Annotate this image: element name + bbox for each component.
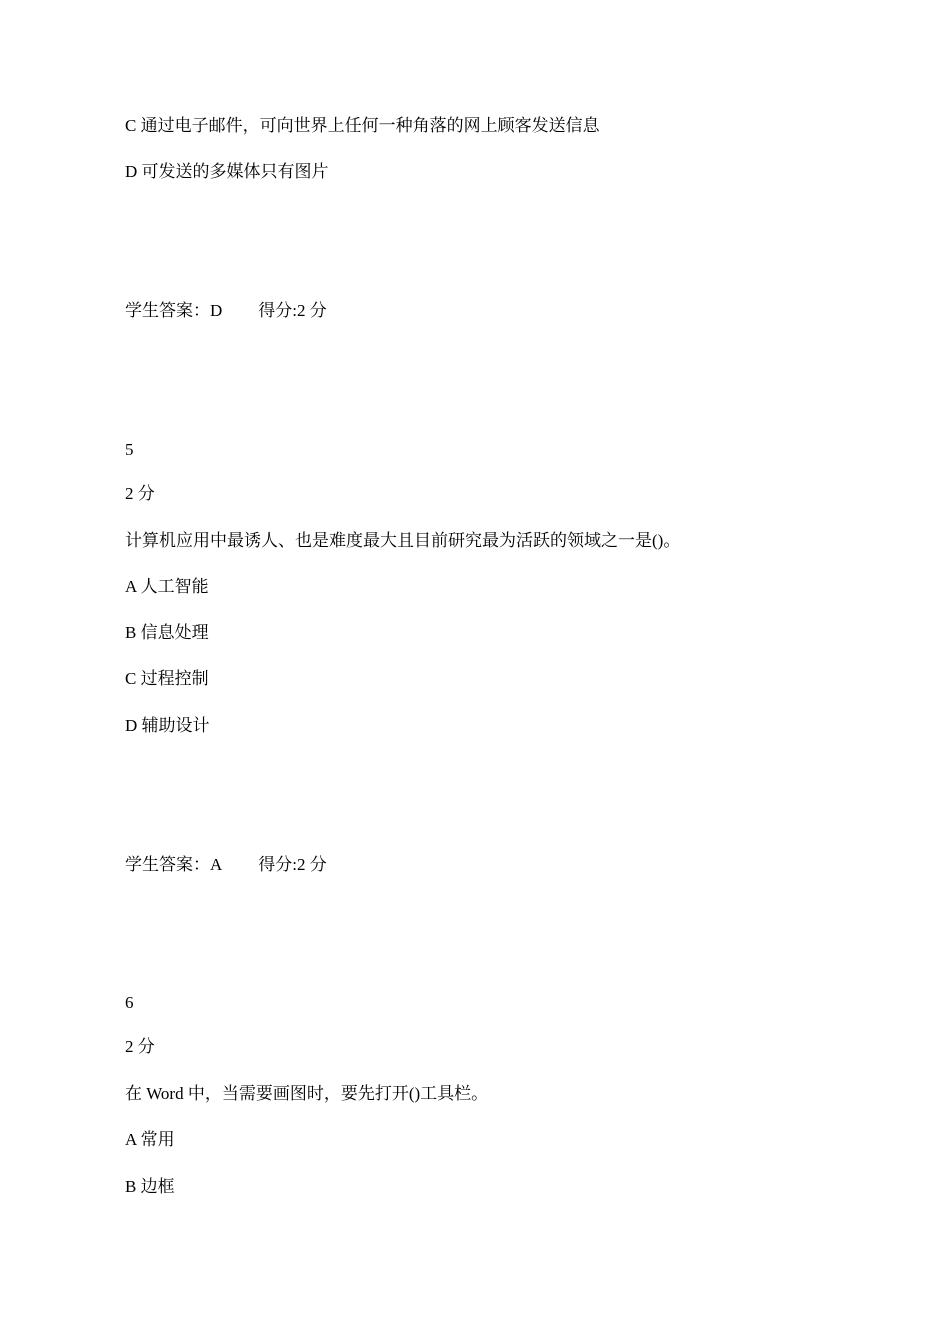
score: 得分:2 分 [258,855,327,874]
score: 得分:2 分 [258,301,327,320]
option-c: C 过程控制 [125,669,209,688]
question-number: 5 [125,440,134,459]
question-points: 2 分 [125,1037,155,1056]
option-a: A 人工智能 [125,577,209,596]
student-answer: 学生答案：D [125,301,223,320]
option-c: C 通过电子邮件，可向世界上任何一种角落的网上顾客发送信息 [125,116,600,135]
question-number: 6 [125,993,134,1012]
question-points: 2 分 [125,484,155,503]
student-answer: 学生答案：A [125,855,223,874]
option-b: B 信息处理 [125,623,209,642]
option-b: B 边框 [125,1177,175,1196]
option-a: A 常用 [125,1130,175,1149]
answer-row [125,855,327,875]
question-text: 在 Word 中，当需要画图时，要先打开()工具栏。 [125,1084,489,1103]
question-text: 计算机应用中最诱人、也是难度最大且目前研究最为活跃的领域之一是()。 [125,531,681,550]
option-d: D 可发送的多媒体只有图片 [125,162,329,181]
answer-row [125,301,327,321]
option-d: D 辅助设计 [125,716,210,735]
